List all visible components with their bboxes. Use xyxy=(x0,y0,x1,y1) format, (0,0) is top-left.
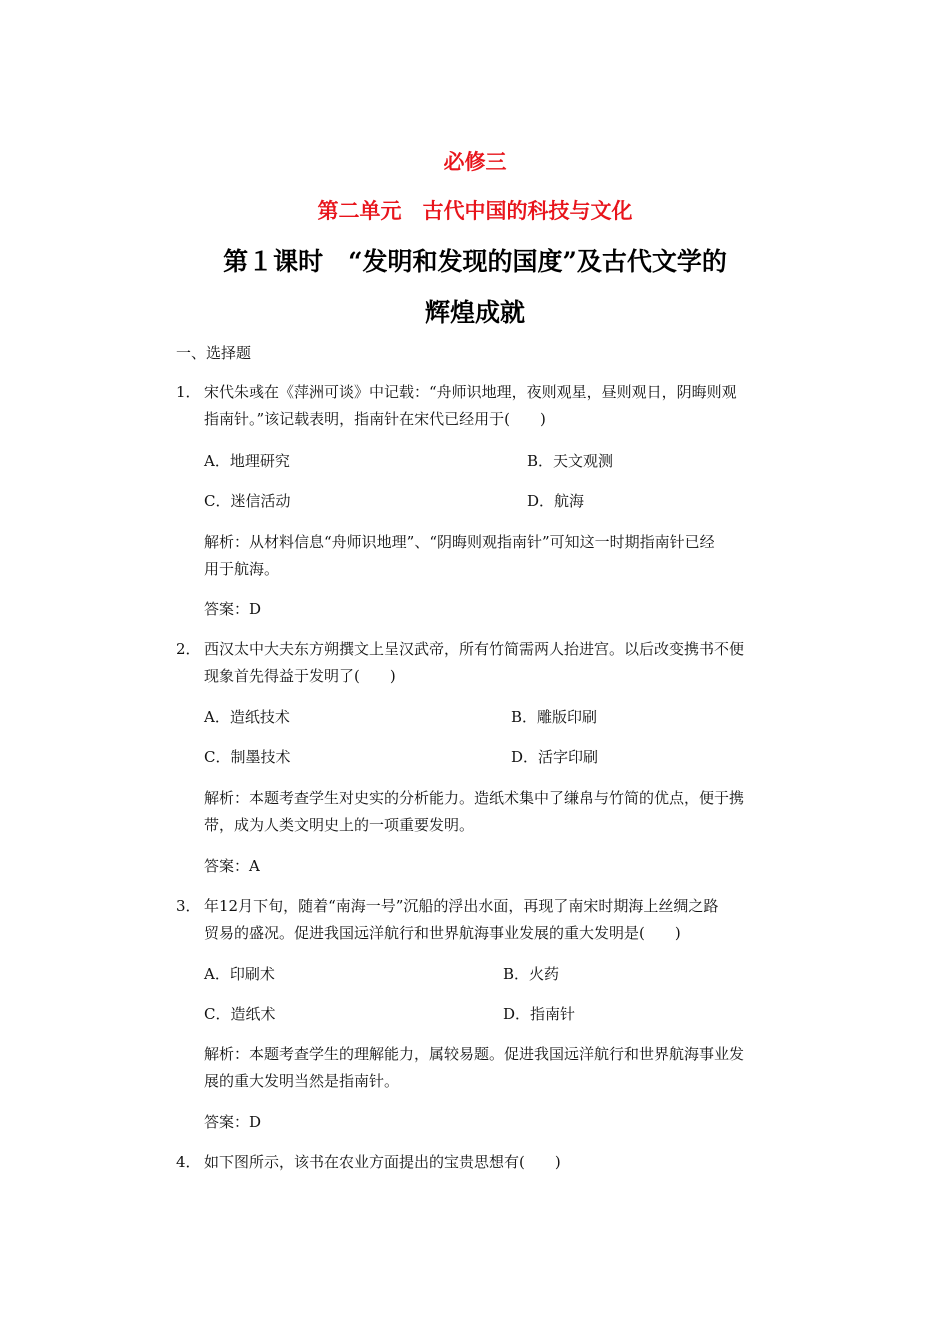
analysis-line: 解析：从材料信息“舟师识地理”、“阴晦则观指南针”可知这一时期指南针已经 xyxy=(204,533,715,551)
option-d: D．航海 xyxy=(527,492,585,510)
question-stem-line: 贸易的盛况。促进我国远洋航行和世界航海事业发展的重大发明是( ) xyxy=(204,924,681,942)
option-d: D．指南针 xyxy=(503,1005,576,1023)
answer: 答案：D xyxy=(204,1113,262,1131)
question-number: 3． xyxy=(176,897,201,915)
analysis-line: 展的重大发明当然是指南针。 xyxy=(204,1072,400,1090)
option-b: B．雕版印刷 xyxy=(511,708,598,726)
book-title: 必修三 xyxy=(443,149,507,174)
analysis-line: 带，成为人类文明史上的一项重要发明。 xyxy=(204,816,475,834)
option-c: C．造纸术 xyxy=(204,1005,276,1023)
option-b: B．天文观测 xyxy=(527,452,614,470)
answer: 答案：D xyxy=(204,600,262,618)
lesson-title-line-2: 辉煌成就 xyxy=(424,298,525,327)
question-stem-line: 西汉太中大夫东方朔撰文上呈汉武帝，所有竹简需两人抬进宫。以后改变携书不便 xyxy=(204,640,745,658)
option-a: A．造纸技术 xyxy=(204,708,290,726)
option-a: A．印刷术 xyxy=(204,965,275,983)
question-stem-line: 年12月下旬，随着“南海一号”沉船的浮出水面，再现了南宋时期海上丝绸之路 xyxy=(204,897,719,915)
analysis-line: 解析：本题考查学生对史实的分析能力。造纸术集中了缣帛与竹简的优点，便于携 xyxy=(204,789,745,807)
answer: 答案：A xyxy=(204,857,260,875)
question-stem-line: 宋代朱彧在《萍洲可谈》中记载：“舟师识地理，夜则观星，昼则观日，阴晦则观 xyxy=(204,383,737,401)
option-c: C．制墨技术 xyxy=(204,748,291,766)
option-b: B．火药 xyxy=(503,965,560,983)
lesson-title-line-1: 第１课时 “发明和发现的国度”及古代文学的 xyxy=(223,247,727,276)
option-d: D．活字印刷 xyxy=(511,748,599,766)
analysis-line: 解析：本题考查学生的理解能力，属较易题。促进我国远洋航行和世界航海事业发 xyxy=(204,1045,745,1063)
question-stem-line: 现象首先得益于发明了( ) xyxy=(204,667,396,685)
question-number: 2． xyxy=(176,640,201,658)
unit-title: 第二单元 古代中国的科技与文化 xyxy=(317,198,633,223)
question-stem-line: 如下图所示，该书在农业方面提出的宝贵思想有( ) xyxy=(204,1153,561,1171)
question-number: 1． xyxy=(176,383,201,401)
option-a: A．地理研究 xyxy=(204,452,290,470)
analysis-line: 用于航海。 xyxy=(204,560,280,578)
option-c: C．迷信活动 xyxy=(204,492,291,510)
question-number: 4． xyxy=(176,1153,201,1171)
section-title: 一、选择题 xyxy=(176,344,252,362)
question-stem-line: 指南针。”该记载表明，指南针在宋代已经用于( ) xyxy=(204,410,546,428)
